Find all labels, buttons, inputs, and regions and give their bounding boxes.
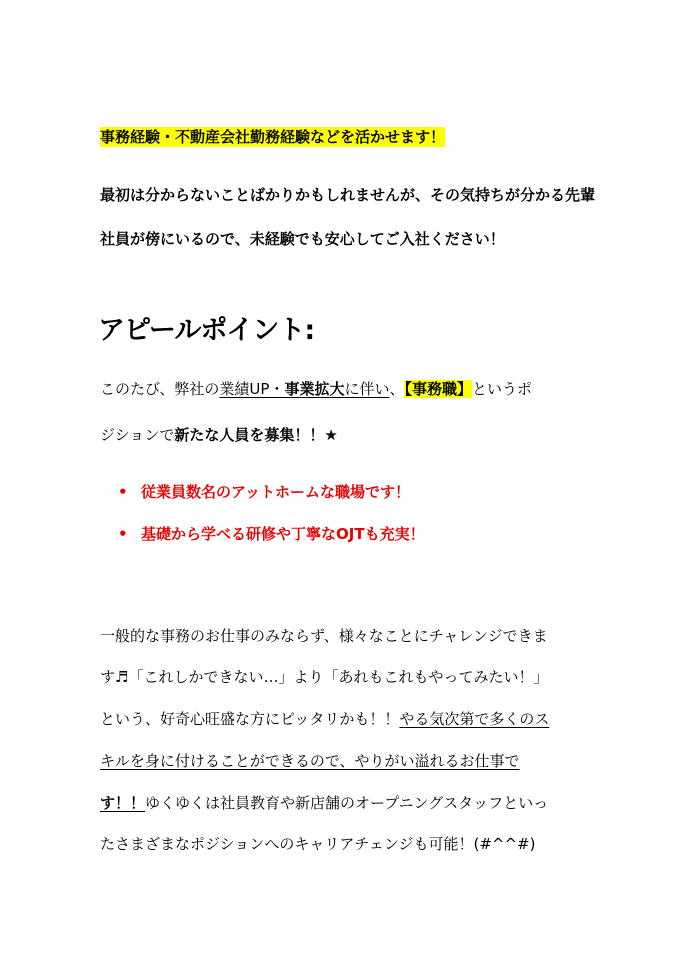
intro-line-1: 最初は分からないことばかりかもしれませんが、その気持ちが分かる先輩 — [100, 186, 596, 204]
appeal-job-title: 【事務職】 — [404, 380, 472, 398]
body-line-4: キルを身に付けることができるので、やりがい溢れるお仕事で — [100, 752, 520, 770]
bullet-dot-1: • — [118, 483, 128, 501]
body-line-3-b: やる気次第で多くのス — [399, 710, 550, 728]
appeal-text-p2a: ジションで — [100, 426, 175, 444]
body-line-5-a: す！！ — [100, 794, 146, 812]
bullet-item-2 — [141, 524, 425, 544]
intro-highlight-line — [100, 127, 445, 147]
bullet-1-text-a: 従業員数名の — [141, 483, 232, 501]
body-line-5-b: ゆくゆくは社員教育や新店舗のオープニングスタッフといっ — [145, 794, 549, 812]
bullet-item-1 — [141, 482, 410, 502]
appeal-text-b: 業績UP・ — [219, 380, 285, 398]
body-line-3-a: という、好奇心旺盛な方にピッタリかも！！ — [100, 710, 400, 728]
appeal-text-a: このたび、弊社の — [100, 380, 220, 398]
appeal-text-e: 、 — [389, 380, 405, 398]
body-line-6: たさまざまなポジションへのキャリアチェンジも可能！(#^^#) — [100, 835, 536, 853]
appeal-line-2 — [100, 425, 338, 445]
appeal-text-g: というポ — [472, 380, 533, 398]
appeal-text-d: に伴い — [344, 380, 390, 398]
bullet-2-text: 基礎から学べる研修や丁寧なOJTも充実！ — [141, 525, 425, 543]
intro-highlight: 事務経験・不動産会社勤務経験などを活かせます！ — [100, 128, 446, 146]
body-line-1: 一般的な事務のお仕事のみならず、様々なことにチャレンジできま — [100, 627, 548, 645]
bullet-dot-2: • — [118, 525, 128, 543]
appeal-text-c: 事業拡大 — [284, 380, 345, 398]
appeal-text-p2b: 新たな人員を募集！！★ — [174, 426, 338, 444]
body-line-2: す♬「これしかできない…」より「あれもこれもやってみたい！」 — [100, 668, 549, 686]
appeal-heading: アピールポイント: — [98, 315, 315, 346]
intro-line-2: 社員が傍にいるので、未経験でも安心してご入社ください！ — [100, 230, 505, 248]
appeal-line-1 — [100, 379, 532, 399]
body-line-3 — [100, 709, 549, 729]
body-line-5 — [100, 793, 548, 813]
bullet-1-text-b: アットホームな職場です！ — [231, 483, 410, 501]
